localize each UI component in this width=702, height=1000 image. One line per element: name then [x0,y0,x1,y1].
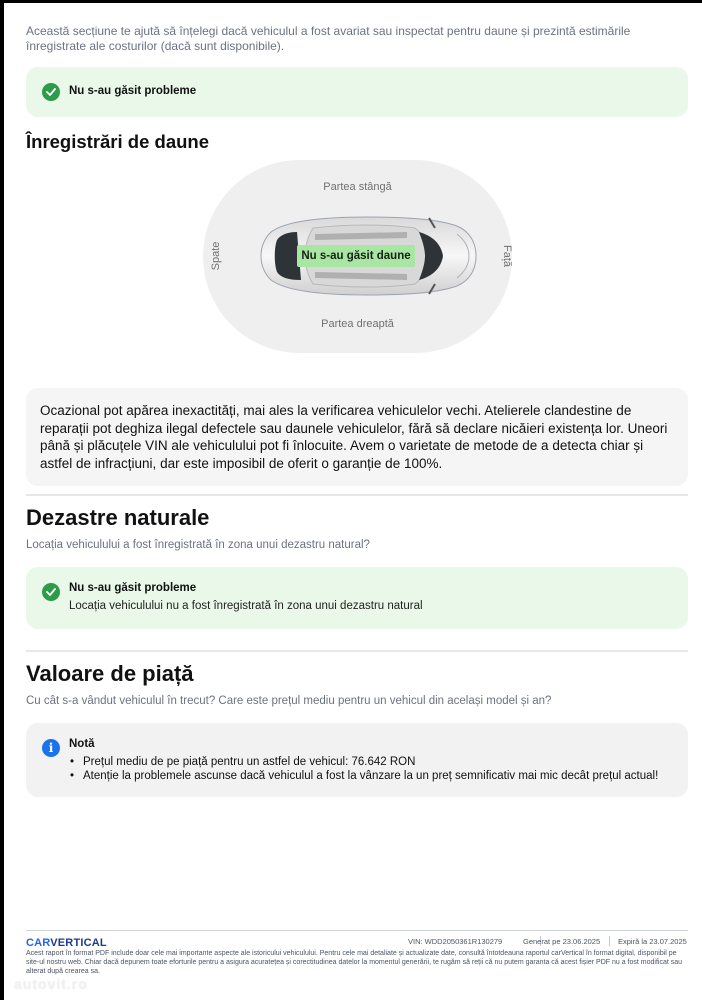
logo-part-vertical: VERTICAL [50,937,107,949]
market-value-question: Cu cât s-a vândut vehiculul în trecut? Care este prețul mediu pentru un vehicul din același model și an? [26,695,552,707]
market-value-note-card [26,723,688,797]
accuracy-note: Ocazional pot apărea inexactități, mai ales la verificarea vehiculelor vechi. Atelierele clandestine de reparații pot deghiza ilegal defectele sau daunele vehiculelor, fără să declare nicăieri existența lor. Uneori până și plăcuțele VIN ale vehiculului pot fi înlocuite. Avem o varietate de metode de a detecta chiar și astfel de infracțiuni, dar este imposibil de oferit o garanție de 100%. [26,388,688,486]
vin-number: VIN: WDD2050361R130279 [408,937,503,946]
natural-disasters-question: Locația vehiculului a fost înregistrată în zona unui dezastru natural? [26,539,370,551]
damage-diagram [203,160,512,353]
label-right-side: Partea dreaptă [321,318,394,330]
section-intro: Această secțiune te ajută să înțelegi dacă vehiculul a fost avariat sau inspectat pentru daune și prezintă estimările înregistrate ale costurilor (dacă sunt disponibile). [26,24,631,53]
damage-status-card [26,67,688,117]
frame-edge-left [0,0,4,1000]
market-value-heading: Valoare de piață [26,661,194,686]
logo-part-car: CAR [26,937,51,949]
label-front: Față [501,244,513,268]
note-list [69,755,658,783]
meta-separator [609,936,610,946]
footer-disclaimer: Acest raport în format PDF include doar cele mai importante aspecte ale istoricului vehiculului. Pentru cele mai detaliate și actualizate date, consultă întotdeauna raportul carVertical în format digital, disponibil pe site-ul nostru web. Chiar dacă depunem toate eforturile pentru a asigura acuratețea și corectitudinea datelor la momentul generării, te rugăm să reții că nu putem garanta că acest fișier PDF nu a fost modificat sau alterat după crearea sa. [26,950,683,975]
note-item: • Atenție la problemele ascunse dacă vehiculul a fost la vânzare la un preț semnificativ mai mic decât prețul actual! [69,769,658,783]
natural-disasters-heading: Dezastre naturale [26,505,210,530]
note-title: Notă [69,738,95,750]
disaster-status-title: Nu s-au găsit probleme [69,582,197,594]
check-circle-icon [42,583,60,601]
generated-date: Generat pe 23.06.2025 [523,937,601,946]
check-circle-icon [42,83,60,101]
autovit-watermark: autovit.ro [14,976,88,992]
disaster-status-card [26,567,688,629]
no-damage-badge: Nu s-au găsit daune [297,245,415,267]
damage-status-title: Nu s-au găsit probleme [69,85,197,97]
expiry-date: Expiră la 23.07.2025 [618,937,687,946]
info-icon: i [42,739,60,757]
footer-divider [26,930,688,931]
damage-records-heading: Înregistrări de daune [26,131,209,152]
carvertical-logo [26,937,107,949]
disaster-status-detail: Locația vehiculului nu a fost înregistrată în zona unui dezastru natural [69,600,423,612]
label-rear: Spate [210,241,222,271]
note-item: • Prețul mediu de pe piață pentru un astfel de vehicul: 76.642 RON [69,755,658,769]
section-divider [26,494,688,496]
label-left-side: Partea stângă [323,181,392,193]
frame-edge-top [0,0,702,3]
section-divider [26,650,688,652]
